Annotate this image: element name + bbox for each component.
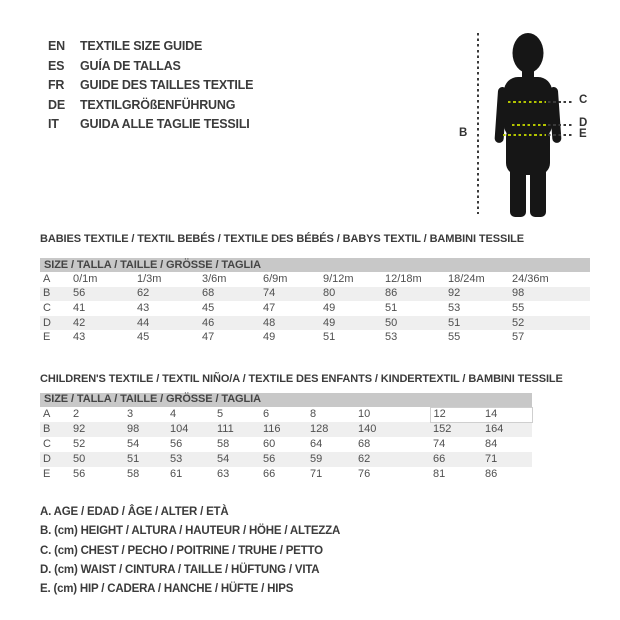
table-row-age: [40, 407, 532, 422]
value-cell: 81: [433, 468, 446, 480]
value-cell: 68: [358, 438, 371, 450]
value-cell: 128: [310, 423, 329, 435]
value-cell: 51: [385, 301, 398, 314]
size-cell: 6/9m: [263, 272, 288, 285]
child-silhouette-icon: [490, 25, 570, 220]
value-cell: 44: [137, 316, 150, 329]
language-row: [48, 117, 253, 137]
value-cell: 98: [512, 287, 525, 300]
size-cell: 6: [263, 408, 270, 420]
value-cell: 52: [512, 316, 525, 329]
language-row: [48, 39, 253, 59]
value-cell: 47: [263, 301, 276, 314]
language-title: GUÍA DE TALLAS: [80, 58, 181, 73]
value-cell: 66: [263, 468, 276, 480]
language-title: GUIDA ALLE TAGLIE TESSILI: [80, 117, 250, 132]
value-cell: 45: [137, 331, 150, 344]
language-title: TEXTILGRÖßENFÜHRUNG: [80, 97, 236, 112]
legend-line-chest: C. (cm) CHEST / PECHO / POITRINE / TRUHE / PETTO: [40, 544, 323, 557]
size-cell-highlighted: 14: [482, 407, 532, 422]
value-cell: 66: [433, 453, 446, 465]
size-cell: 4: [170, 408, 177, 420]
value-cell: 49: [323, 316, 336, 329]
hip-measure-leader: [548, 134, 574, 136]
value-cell: 51: [127, 453, 140, 465]
value-cell: 111: [217, 423, 234, 435]
value-cell: 58: [217, 438, 230, 450]
value-cell: 42: [73, 316, 86, 329]
legend-line-hip: E. (cm) HIP / CADERA / HANCHE / HÜFTE / HIPS: [40, 583, 294, 596]
value-cell: 41: [73, 301, 86, 314]
language-code: EN: [48, 39, 65, 53]
row-label: E: [43, 468, 51, 480]
size-header-label: SIZE / TALLA / TAILLE / GRÖSSE / TAGLIA: [40, 393, 532, 407]
language-code: DE: [48, 97, 65, 112]
value-cell: 50: [385, 316, 398, 329]
value-cell: 55: [512, 301, 525, 314]
row-label: B: [43, 423, 51, 435]
value-cell: 68: [202, 287, 215, 300]
table-row-hip: [40, 467, 532, 482]
value-cell: 50: [73, 453, 86, 465]
value-cell: 152: [433, 423, 452, 436]
value-cell: 140: [358, 423, 377, 435]
language-title: TEXTILE SIZE GUIDE: [80, 39, 203, 53]
value-cell: 61: [170, 468, 183, 480]
size-cell: 8: [310, 408, 317, 420]
table-row-waist: [40, 316, 590, 331]
value-cell: 52: [73, 438, 86, 450]
value-cell: 62: [137, 287, 150, 300]
value-cell: 57: [512, 331, 525, 344]
value-cell: 80: [323, 287, 336, 300]
value-cell: 92: [73, 423, 86, 435]
value-cell: 56: [170, 438, 183, 450]
value-cell: 71: [485, 453, 498, 465]
table-row-height: [40, 287, 590, 302]
legend-line-height: B. (cm) HEIGHT / ALTURA / HAUTEUR / HÖHE / ALTEZZA: [40, 525, 341, 538]
row-label: D: [43, 453, 51, 465]
value-cell: 59: [310, 453, 323, 465]
value-cell: 54: [127, 438, 140, 450]
row-label: A: [43, 272, 51, 285]
language-row: [48, 78, 253, 98]
table-row-height: [40, 422, 532, 437]
value-cell: 76: [358, 468, 371, 480]
value-cell: 84: [485, 438, 498, 450]
size-cell: 24/36m: [512, 272, 549, 285]
value-cell: 63: [217, 468, 230, 480]
measurement-figure: [440, 20, 615, 225]
size-cell: 3: [127, 408, 134, 420]
value-cell: 49: [263, 331, 276, 344]
language-code: ES: [48, 58, 65, 73]
babies-size-table: [40, 258, 590, 345]
table-row-chest: [40, 437, 532, 452]
value-cell: 56: [73, 287, 86, 300]
value-cell: 86: [485, 468, 498, 480]
children-table-title: CHILDREN'S TEXTILE / TEXTIL NIÑO/A / TEXTILE DES ENFANTS / KINDERTEXTIL / BAMBINI TESSILE: [40, 373, 563, 385]
figure-label-c: C: [579, 94, 588, 106]
language-row: [48, 98, 253, 118]
figure-label-d: D: [579, 117, 588, 129]
value-cell: 45: [202, 301, 215, 314]
size-cell: 9/12m: [323, 272, 354, 285]
value-cell: 116: [263, 423, 281, 435]
value-cell: 164: [485, 423, 504, 436]
row-label: A: [43, 408, 51, 420]
size-cell-highlighted: 12: [430, 407, 482, 422]
language-code: FR: [48, 78, 65, 93]
table-row-hip: [40, 330, 590, 345]
value-cell: 53: [170, 453, 183, 465]
value-cell: 71: [310, 468, 323, 480]
height-measure-line: [477, 33, 479, 214]
chest-measure-line: [508, 101, 546, 103]
value-cell: 48: [263, 316, 276, 329]
babies-table-title: BABIES TEXTILE / TEXTIL BEBÉS / TEXTILE DES BÉBÉS / BABYS TEXTIL / BAMBINI TESSILE: [40, 233, 525, 245]
legend-line-waist: D. (cm) WAIST / CINTURA / TAILLE / HÜFTUNG / VITA: [40, 563, 320, 576]
language-row: [48, 59, 253, 79]
size-cell: 18/24m: [448, 272, 485, 285]
language-code: IT: [48, 117, 59, 132]
value-cell: 53: [448, 301, 461, 314]
row-label: B: [43, 287, 51, 300]
waist-measure-leader: [548, 124, 574, 126]
size-cell: 12/18m: [385, 272, 422, 285]
table-row-age: [40, 272, 590, 287]
size-cell: 1/3m: [137, 272, 162, 285]
value-cell: 56: [73, 468, 86, 480]
value-cell: 51: [323, 331, 336, 344]
row-label: E: [43, 331, 51, 344]
value-cell: 62: [358, 453, 371, 465]
value-cell: 98: [127, 423, 140, 435]
value-cell: 51: [448, 316, 461, 329]
children-size-table: [40, 393, 533, 482]
size-cell: 2: [73, 408, 80, 420]
row-label: C: [43, 438, 51, 450]
value-cell: 49: [323, 301, 336, 314]
size-cell: 3/6m: [202, 272, 227, 285]
table-header-row: [40, 258, 590, 272]
language-title: GUIDE DES TAILLES TEXTILE: [80, 78, 254, 93]
size-cell: 10: [358, 408, 371, 420]
value-cell: 47: [202, 331, 215, 344]
size-header-label: SIZE / TALLA / TAILLE / GRÖSSE / TAGLIA: [40, 258, 590, 272]
size-cell: 5: [217, 408, 224, 420]
measurement-legend: [40, 506, 340, 602]
legend-line-age: A. AGE / EDAD / ÂGE / ALTER / ETÀ: [40, 506, 229, 518]
row-label: D: [43, 316, 51, 329]
size-cell: 0/1m: [73, 272, 98, 285]
value-cell: 64: [310, 438, 323, 450]
row-label: C: [43, 301, 51, 314]
table-row-chest: [40, 301, 590, 316]
table-row-waist: [40, 452, 532, 467]
value-cell: 92: [448, 287, 461, 300]
value-cell: 43: [137, 301, 150, 314]
value-cell: 60: [263, 438, 276, 450]
value-cell: 86: [385, 287, 398, 300]
value-cell: 74: [433, 438, 446, 450]
hip-measure-line: [503, 134, 546, 136]
language-title-list: [48, 39, 253, 137]
chest-measure-leader: [548, 101, 574, 103]
value-cell: 54: [217, 453, 230, 465]
value-cell: 53: [385, 331, 398, 344]
value-cell: 104: [170, 423, 189, 435]
figure-label-b: B: [459, 127, 468, 139]
value-cell: 58: [127, 468, 140, 480]
table-header-row: [40, 393, 532, 407]
value-cell: 55: [448, 331, 461, 344]
value-cell: 74: [263, 287, 276, 300]
value-cell: 56: [263, 453, 276, 465]
figure-label-e: E: [579, 128, 587, 140]
waist-measure-line: [512, 124, 546, 126]
value-cell: 43: [73, 331, 86, 344]
value-cell: 46: [202, 316, 215, 329]
